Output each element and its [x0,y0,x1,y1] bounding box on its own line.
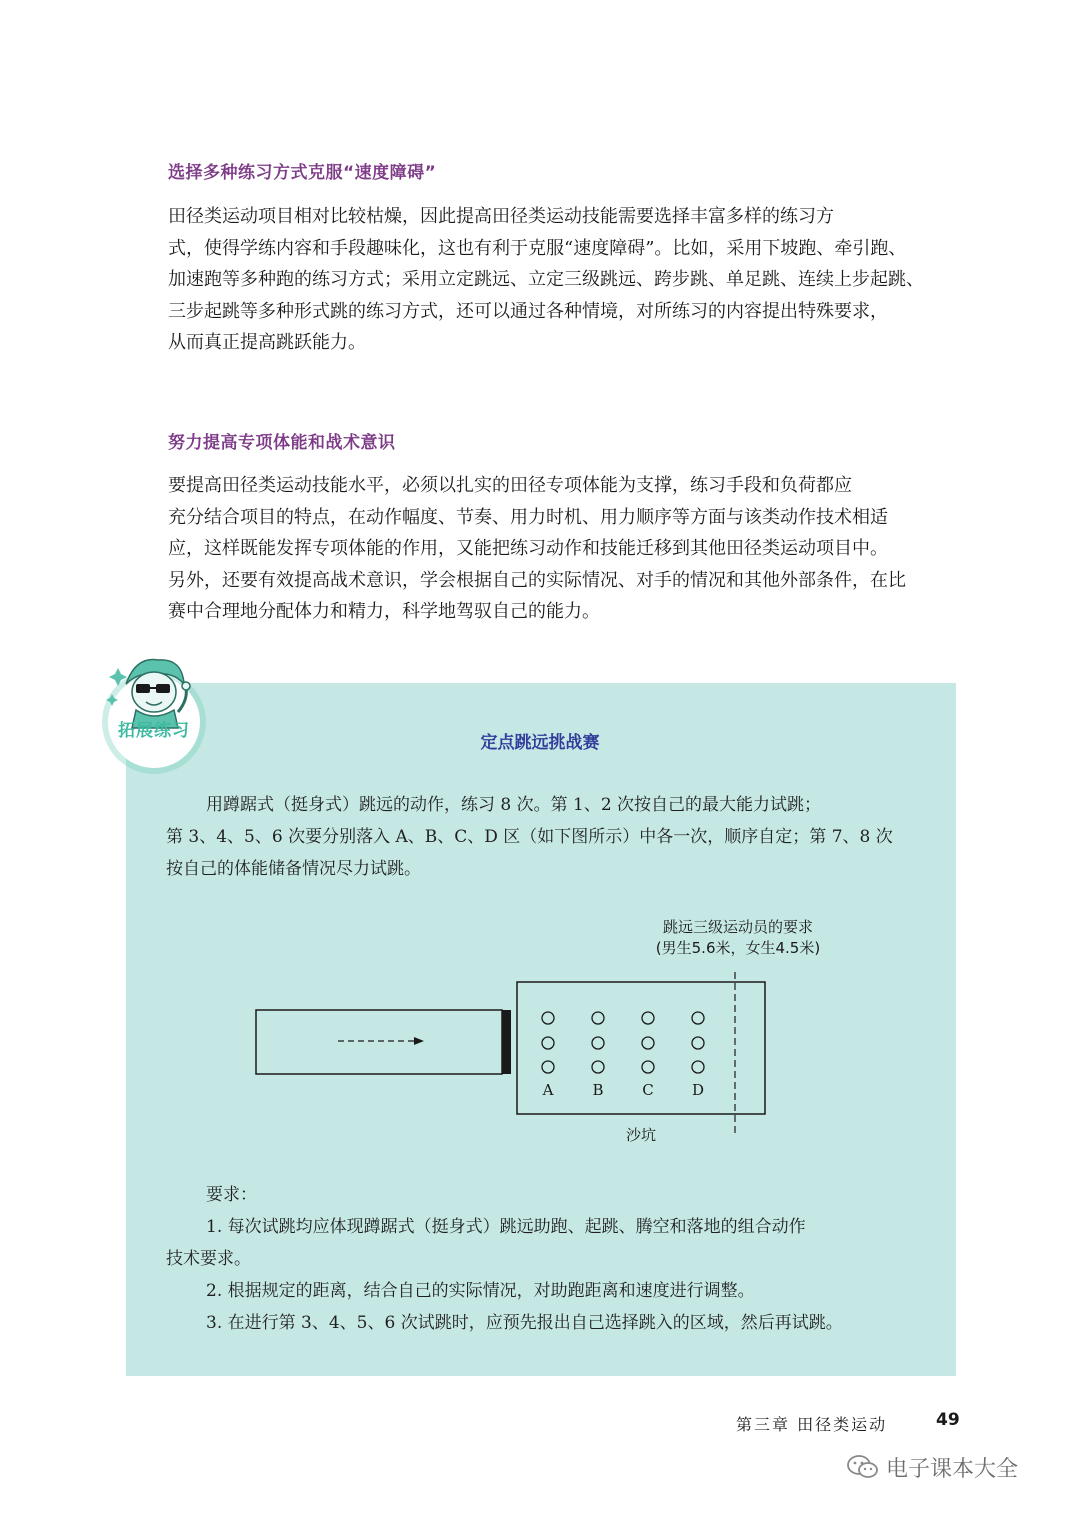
zone-c-circle [642,1037,654,1049]
para-line: 要提高田径类运动技能水平，必须以扎实的田径专项体能为支撑，练习手段和负荷都应 [168,475,852,496]
section-heading-fitness: 努力提高专项体能和战术意识 [168,433,396,453]
page-number: 49 [936,1410,960,1430]
zone-b-circle [592,1012,604,1024]
intro-line: 第 3、4、5、6 次要分别落入 A、B、C、D 区（如下图所示）中各一次，顺序自定；第 7、8 次 [166,827,893,847]
long-jump-pit-diagram [240,912,860,1152]
zone-a-circle [542,1012,554,1024]
para-line: 田径类运动项目相对比较枯燥，因此提高田径类运动技能需要选择丰富多样的练习方 [168,206,834,227]
teacher-mascot-icon [96,648,210,776]
takeoff-board [502,1010,511,1074]
watermark [846,1452,1018,1482]
standard-label: 跳远三级运动员的要求 [662,918,814,936]
requirement-item: 1. 每次试跳均应体现蹲踞式（挺身式）跳远助跑、起跳、腾空和落地的组合动作 [206,1217,806,1237]
arrow-head-icon [414,1037,424,1045]
requirement-item: 3. 在进行第 3、4、5、6 次试跳时，应预先报出自己选择跳入的区域，然后再试跳。 [206,1313,843,1333]
zone-b-circle [592,1061,604,1073]
extension-badge-label: 拓展练习 [118,721,190,741]
intro-line: 按自己的体能储备情况尽力试跳。 [166,859,421,879]
footer-chapter: 第三章 田径类运动 [736,1415,888,1434]
wechat-icon [846,1454,880,1480]
section-paragraph-fitness [168,470,958,628]
para-line: 充分结合项目的特点，在动作幅度、节奏、用力时机、用力顺序等方面与该类动作技术相适 [168,506,888,528]
extension-badge [96,648,210,776]
extension-title: 定点跳远挑战赛 [480,733,600,753]
sand-pit-label: 沙坑 [625,1126,657,1144]
zone-d-circle [692,1061,704,1073]
zone-a-circle [542,1037,554,1049]
zone-d-circle [692,1037,704,1049]
para-line: 加速跑等多种跑的练习方式；采用立定跳远、立定三级跳远、跨步跳、单足跳、连续上步起跳、 [168,269,924,290]
extension-intro [166,789,926,885]
section-heading-speed: 选择多种练习方式克服“速度障碍” [168,163,437,183]
intro-line: 用蹲踞式（挺身式）跳远的动作，练习 8 次。第 1、2 次按自己的最大能力试跳； [206,795,822,815]
para-line: 赛中合理地分配体力和精力，科学地驾驭自己的能力。 [168,601,600,622]
requirement-item: 2. 根据规定的距离，结合自己的实际情况，对助跑距离和速度进行调整。 [206,1281,755,1301]
para-line: 式，使得学练内容和手段趣味化，这也有利于克服“速度障碍”。比如，采用下坡跑、牵引跑、 [168,237,907,259]
para-line: 三步起跳等多种形式跳的练习方式，还可以通过各种情境，对所练习的内容提出特殊要求， [168,300,888,322]
zone-d-circle [692,1012,704,1024]
zone-label-b: B [592,1081,604,1099]
zone-label-d: D [691,1081,705,1099]
zone-label-c: C [642,1081,654,1099]
sand-pit [517,982,765,1114]
zone-a-circle [542,1061,554,1073]
para-line: 另外，还要有效提高战术意识，学会根据自己的实际情况、对手的情况和其他外部条件，在比 [168,569,906,591]
para-line: 应，这样既能发挥专项体能的作用，又能把练习动作和技能迁移到其他田径类运动项目中。 [168,538,888,559]
zone-label-a: A [542,1081,554,1099]
runway [256,1010,502,1074]
zone-c-circle [642,1012,654,1024]
watermark-text: 电子课本大全 [886,1456,1019,1482]
para-line: 从而真正提高跳跃能力。 [168,332,366,353]
standard-values: (男生5.6米，女生4.5米) [655,939,821,957]
requirement-item: 技术要求。 [166,1249,251,1269]
section-paragraph-speed [168,201,958,359]
zone-c-circle [642,1061,654,1073]
requirements-section [166,1179,926,1339]
zone-b-circle [592,1037,604,1049]
requirements-label: 要求： [206,1185,257,1205]
